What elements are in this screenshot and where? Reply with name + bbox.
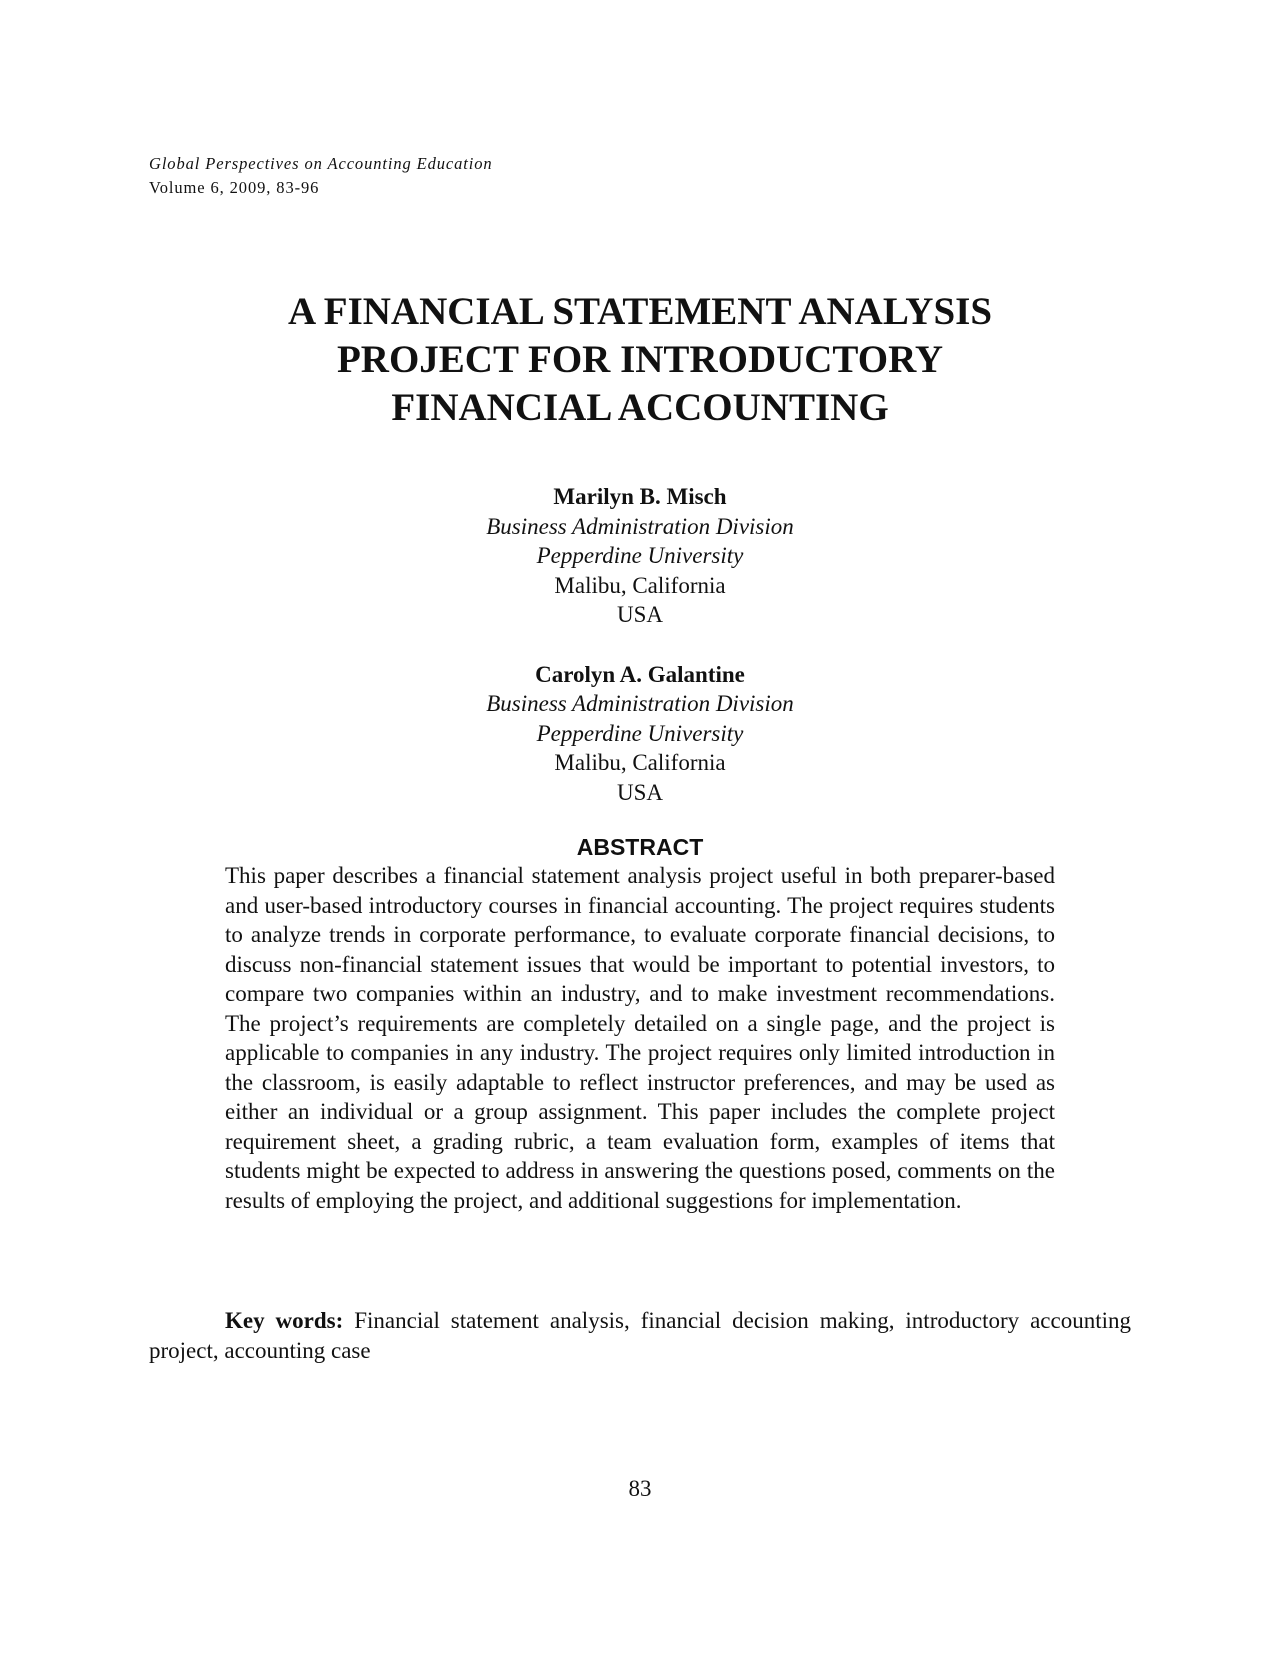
paper-title bbox=[0, 288, 1280, 432]
keywords-text: Financial statement analysis, financial decision making, introductory accounting project, accounting case bbox=[149, 1308, 1131, 1363]
author-university: Pepperdine University bbox=[536, 720, 744, 746]
abstract-body: This paper describes a financial statement analysis project useful in both preparer-based and user-based introductory courses in financial accounting. The project requires students to analyze trends in corporate performance, to evaluate corporate financial decisions, to discuss non-financial statement issues that would be important to potential investors, to compare two companies within an industry, and to make investment recommendations. The project’s requirements are completely detailed on a single page, and the project is applicable to companies in any industry. The project requires only limited introduction in the classroom, is easily adaptable to reflect instructor preferences, and may be used as either an individual or a group assignment. This paper includes the complete project requirement sheet, a grading rubric, a team evaluation form, examples of items that students might be expected to address in answering the questions posed, comments on the results of employing the project, and additional suggestions for implementation. bbox=[225, 863, 1055, 1213]
author-name: Carolyn A. Galantine bbox=[535, 661, 745, 687]
keywords-paragraph bbox=[149, 1306, 1131, 1365]
author-country: USA bbox=[616, 602, 663, 627]
author-city: Malibu, California bbox=[554, 572, 726, 598]
page-number: 83 bbox=[628, 1476, 652, 1501]
author-list bbox=[0, 482, 1280, 837]
author-division: Business Administration Division bbox=[486, 691, 794, 716]
author-block-1 bbox=[0, 482, 1280, 630]
journal-name: Global Perspectives on Accounting Education bbox=[149, 154, 493, 173]
abstract-heading: ABSTRACT bbox=[576, 834, 704, 860]
author-country: USA bbox=[616, 779, 663, 805]
author-name: Marilyn B. Misch bbox=[553, 484, 727, 509]
volume-info: Volume 6, 2009, 83-96 bbox=[149, 178, 320, 197]
author-university: Pepperdine University bbox=[536, 543, 744, 568]
journal-header bbox=[149, 152, 493, 200]
keywords-label: Key words: bbox=[225, 1308, 344, 1333]
author-city: Malibu, California bbox=[554, 750, 726, 775]
author-block-2 bbox=[0, 660, 1280, 808]
title-line-3: FINANCIAL ACCOUNTING bbox=[391, 386, 889, 429]
author-division: Business Administration Division bbox=[486, 513, 794, 539]
title-line-1: A FINANCIAL STATEMENT ANALYSIS bbox=[287, 290, 993, 333]
title-line-2: PROJECT FOR INTRODUCTORY bbox=[336, 338, 944, 381]
